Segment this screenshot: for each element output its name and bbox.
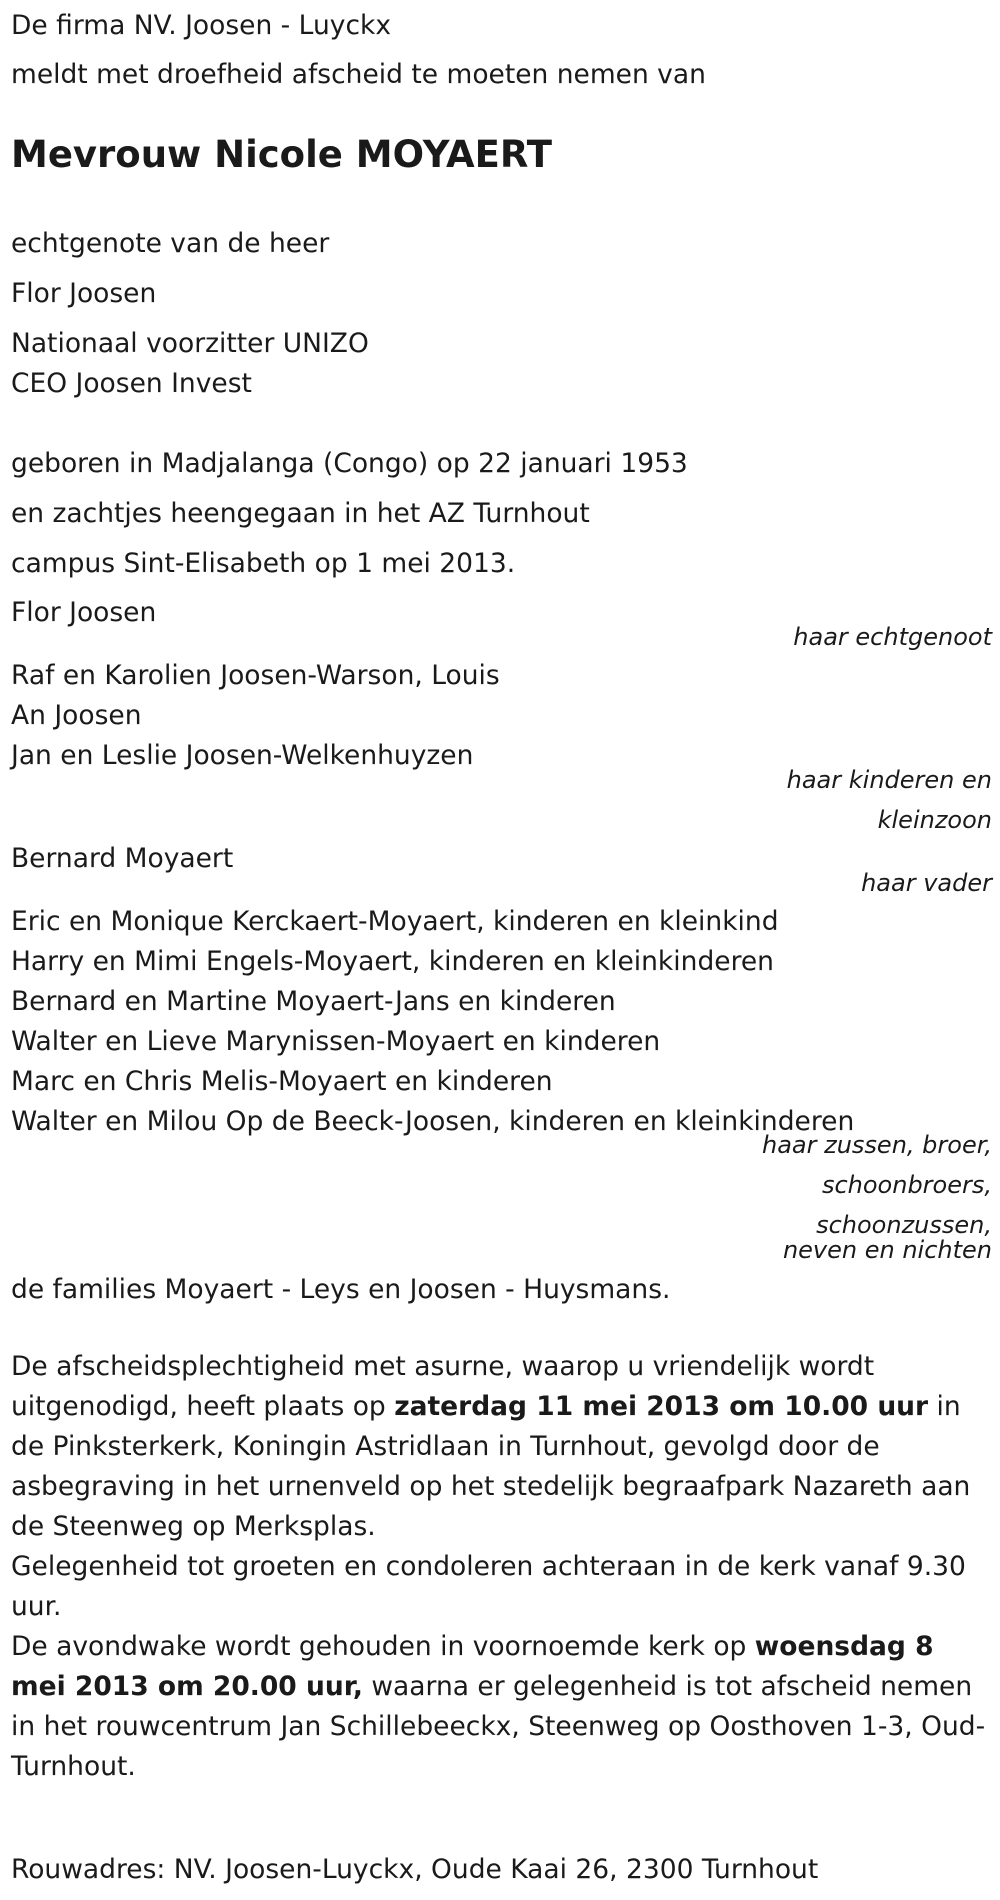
sibling-line: Walter en Lieve Marynissen-Moyaert en kinderen [11, 1026, 661, 1057]
spouse-title-1: Nationaal voorzitter UNIZO [11, 328, 369, 359]
husband-name: Flor Joosen [11, 597, 157, 628]
siblings-relation: schoonzussen, [816, 1211, 992, 1239]
child-line: Jan en Leslie Joosen-Welkenhuyzen [11, 740, 474, 771]
children-relation: kleinzoon [877, 806, 992, 834]
child-line: Raf en Karolien Joosen-Warson, Louis [11, 660, 500, 691]
wake-paragraph [11, 1627, 991, 1787]
siblings-relation: neven en nichten [782, 1236, 992, 1264]
husband-relation: haar echtgenoot [793, 623, 992, 651]
siblings-relation: schoonbroers, [821, 1171, 992, 1199]
wake-text: waarna er gelegenheid is tot afscheid nemen in het rouwcentrum Jan Schillebeeckx, Steenweg op Oosthoven 1-3, Oud-Turnhout. [11, 1671, 986, 1782]
announcement-subline: meldt met droefheid afscheid te moeten nemen van [11, 59, 706, 90]
father-name: Bernard Moyaert [11, 843, 234, 874]
spouse-name: Flor Joosen [11, 278, 157, 309]
sibling-line: Harry en Mimi Engels-Moyaert, kinderen en kleinkinderen [11, 946, 774, 977]
spouse-intro: echtgenote van de heer [11, 228, 330, 259]
wake-text: De avondwake wordt gehouden in voornoemde kerk op [11, 1631, 755, 1662]
siblings-relation: haar zussen, broer, [761, 1131, 992, 1159]
father-relation: haar vader [861, 869, 992, 897]
families-line: de families Moyaert - Leys en Joosen - Huysmans. [11, 1274, 671, 1305]
passing-place-line: campus Sint-Elisabeth op 1 mei 2013. [11, 548, 516, 579]
child-line: An Joosen [11, 700, 142, 731]
passing-line: en zachtjes heengegaan in het AZ Turnhout [11, 498, 590, 529]
sibling-line: Eric en Monique Kerckaert-Moyaert, kinderen en kleinkind [11, 906, 779, 937]
sibling-line: Marc en Chris Melis-Moyaert en kinderen [11, 1066, 553, 1097]
condolences-paragraph: Gelegenheid tot groeten en condoleren achteraan in de kerk vanaf 9.30 uur. [11, 1551, 966, 1622]
birth-line: geboren in Madjalanga (Congo) op 22 januari 1953 [11, 448, 688, 479]
sibling-line: Walter en Milou Op de Beeck-Joosen, kinderen en kleinkinderen [11, 1106, 855, 1137]
company-announcement: De firma NV. Joosen - Luyckx [11, 10, 392, 41]
children-relation: haar kinderen en [786, 766, 992, 794]
ceremony-text: De afscheidsplechtigheid met asurne, waarop u vriendelijk wordt uitgenodigd, heeft plaats op [11, 1351, 875, 1422]
ceremony-date: zaterdag 11 mei 2013 om 10.00 uur [394, 1391, 929, 1422]
spouse-title-2: CEO Joosen Invest [11, 368, 252, 399]
deceased-name: Mevrouw Nicole MOYAERT [11, 133, 552, 176]
wake-date: woensdag 8 mei 2013 om 20.00 uur, [11, 1631, 934, 1702]
mourning-address: Rouwadres: NV. Joosen-Luyckx, Oude Kaai 26, 2300 Turnhout [11, 1854, 819, 1885]
sibling-line: Bernard en Martine Moyaert-Jans en kinderen [11, 986, 616, 1017]
ceremony-text: in de Pinksterkerk, Koningin Astridlaan in Turnhout, gevolgd door de asbegraving in het urnenveld op het stedelijk begraafpark Nazareth aan de Steenweg op Merksplas. [11, 1391, 971, 1542]
ceremony-paragraph [11, 1347, 991, 1547]
